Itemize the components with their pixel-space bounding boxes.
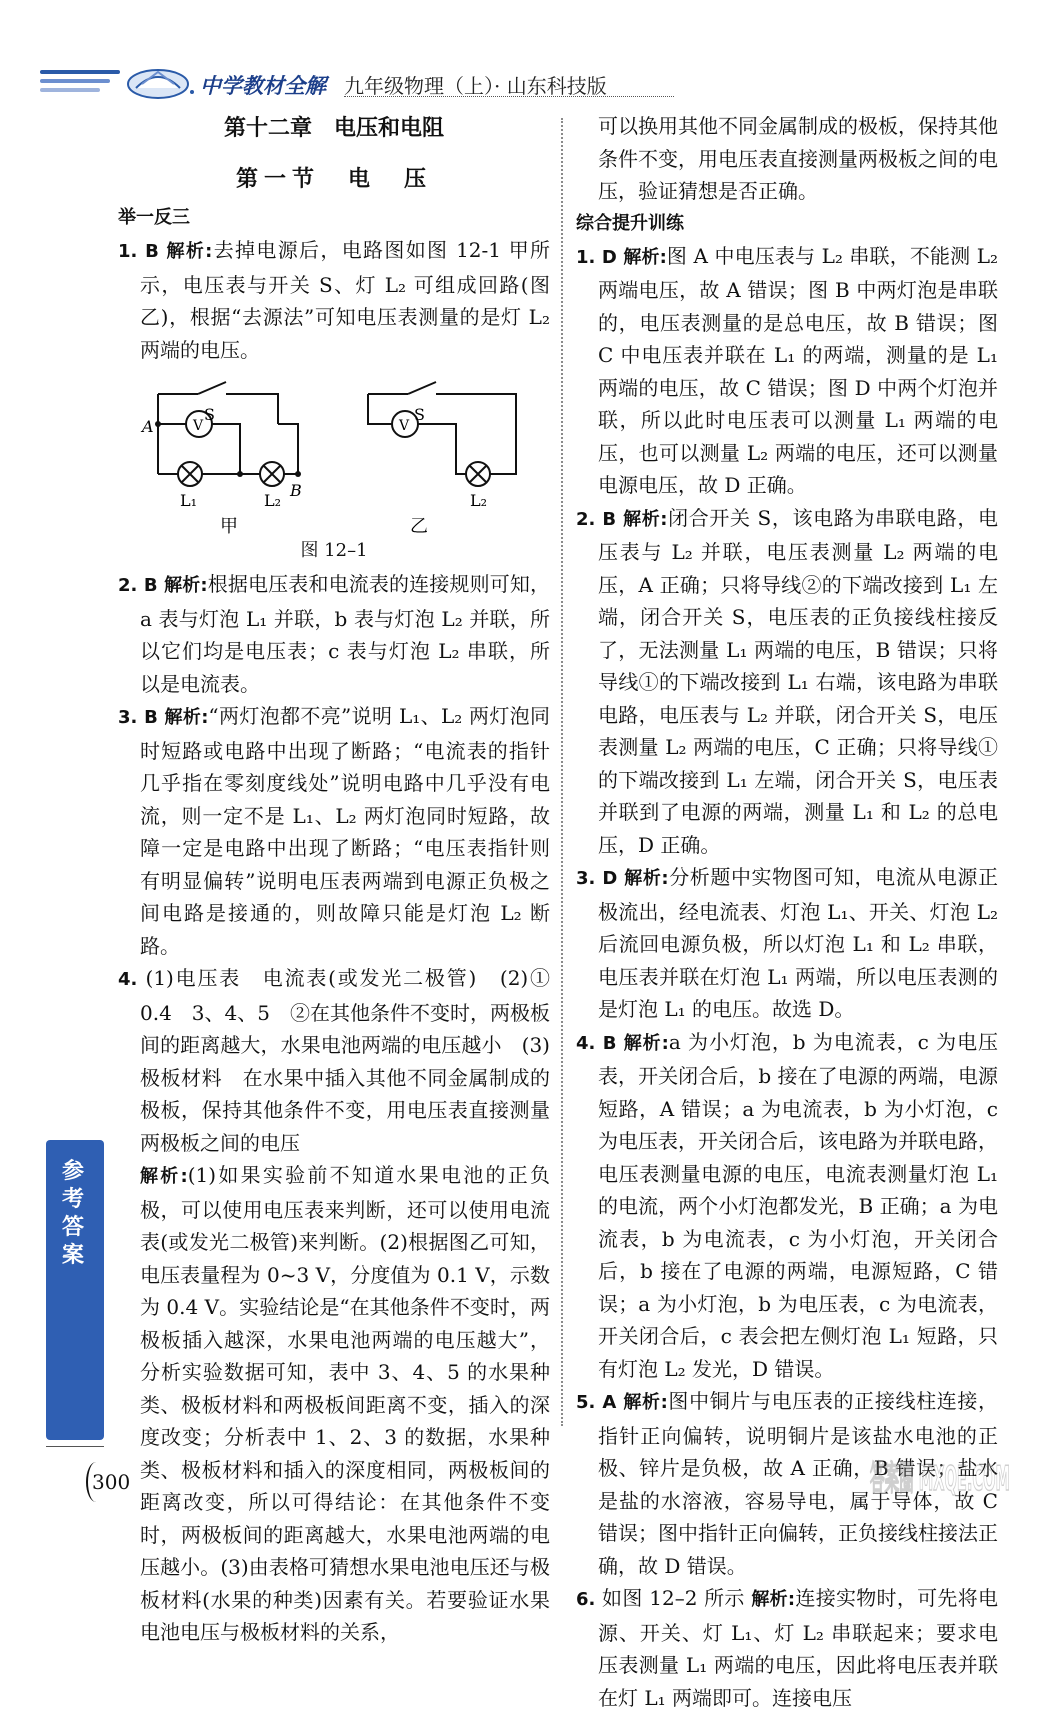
answer-item-3: 3. B 解析:“两灯泡都不亮”说明 L₁、L₂ 两灯泡同时短路或电路中出现了断路；“电流表的指针几乎指在零刻度线处”说明电路中几乎没有电流，则一定不是 L₁、L₂ 两灯泡同时短路，故障一定是电路中出现了断路；“电压表指针则有明显偏转”说明电压表两端到电源正负极之间电路是接通的，则故障只能是灯泡 L₂ 断路。	[118, 704, 550, 958]
column-divider	[561, 118, 563, 1426]
answer-item-4-continued: 可以换用其他不同金属制成的极板，保持其他条件不变，用电压表直接测量两极板之间的电压，验证猜想是否正确。	[598, 114, 998, 203]
answer-item-r5: 5. A 解析:图中铜片与电压表的正接线柱连接，指针正向偏转，说明铜片是该盐水电池的正极、锌片是负极，故 A 正确，B 错误；盐水是盐的水溶液，容易导电，属于导体，故 C 错误；图中指针正向偏转，正负接线柱接法正确，故 D 错误。	[576, 1389, 999, 1578]
answer-item-4-analysis: 解析:(1)如果实验前不知道水果电池的正负极，可以使用电压表来判断，还可以使用电流表(或发光二极管)来判断。(2)根据图乙可知，电压表量程为 0~3 V，分度值为 0.1 V，示数为 0.4 V。实验结论是“在其他条件不变时，两极板插入越深，水果电池两端的电压越大”，分析实验数据可知，表中 3、4、5 的水果种类、极板材料和两极板间距离不变，插入的深度改变；分析表中 1、2、3 的数据，水果种类、极板材料和插入的深度相同，两极板间的距离改变，所以可得结论：在其他条件不变时，两极板间的距离越大，水果电池两端的电压越小。(3)由表格可猜想水果电池电压还与极板材料(水果的种类)因素有关。若要验证水果电池电压与极板材料的关系，	[140, 1163, 550, 1644]
figure-label-jia: 甲	[220, 516, 238, 534]
side-tab-answers	[46, 1140, 104, 1440]
page-number: 300	[92, 1470, 131, 1494]
left-column	[118, 110, 550, 1649]
lamp-label-l1: L₁	[180, 491, 198, 510]
circuit-diagram	[118, 374, 550, 534]
figure-label-yi: 乙	[410, 516, 428, 534]
svg-text:答案圈 MXQE.COM: 答案圈 MXQE.COM	[870, 1459, 1010, 1499]
answer-item-1: 1. B 解析:去掉电源后，电路图如图 12-1 甲所示，电压表与开关 S、灯 L₂ 可组成回路(图乙)，根据“去源法”可知电压表测量的是灯 L₂ 两端的电压。	[118, 238, 551, 362]
book-title: 九年级物理（上）· 山东科技版	[344, 74, 607, 98]
header-rule	[344, 96, 674, 97]
voltmeter-label-b: V	[399, 418, 410, 434]
circuit-figure-12-1	[118, 374, 550, 534]
side-rule	[46, 1446, 104, 1447]
side-tab-label: 参考答案	[62, 1159, 85, 1268]
section-title: 第一节 电 压	[235, 166, 432, 192]
running-header	[40, 62, 640, 102]
answer-item-r6: 6. 如图 12–2 所示 解析:连接实物时，可先将电源、开关、灯 L₁、灯 L₂ 串联起来；要求电压表测量 L₁ 两端的电压，因此将电压表并联在灯 L₁ 两端即可。连接电压	[576, 1586, 999, 1710]
subhead-comprehensive: 综合提升训练	[576, 212, 684, 234]
node-label-a: A	[142, 417, 154, 436]
switch-label-b: S	[414, 405, 425, 424]
answer-item-r1: 1. D 解析:图 A 中电压表与 L₂ 串联，不能测 L₂ 两端电压，故 A 错误；图 B 中两灯泡是串联的，电压表测量的是总电压，故 B 错误；图 C 中电压表并联在 L₁ 的两端，测量的是 L₁ 两端的电压，故 C 错误；图 D 中两个灯泡并联，所以此时电压表可以测量 L₁ 两端的电压，也可以测量 L₂ 两端的电压，还可以测量电源电压，故 D 正确。	[576, 243, 999, 497]
series-title: 中学教材全解	[200, 73, 326, 98]
answer-item-2: 2. B 解析:根据电压表和电流表的连接规则可知，a 表与灯泡 L₁ 并联，b 表与灯泡 L₂ 并联，所以它们均是电压表；c 表与灯泡 L₂ 串联，所以是电流表。	[118, 572, 550, 696]
subhead-practice: 举一反三	[118, 207, 190, 228]
header-decoration	[40, 70, 120, 97]
lamp-label-l2-a: L₂	[264, 491, 282, 510]
switch-label-a: S	[204, 405, 215, 424]
chapter-title: 第十二章 电压和电阻	[223, 115, 444, 141]
figure-caption: 图 12–1	[300, 540, 368, 561]
lamp-label-l2-b: L₂	[470, 491, 488, 510]
voltmeter-label-a: V	[193, 418, 204, 434]
node-label-b: B	[290, 481, 302, 500]
answer-item-4: 4. (1)电压表 电流表(或发光二极管) (2)① 0.4 3、4、5 ②在其他条件不变时，两极板间的距离越大，水果电池两端的电压越小 (3)极板材料 在水果中插入其他不同金属制成的极板，保持其他条件不变，用电压表直接测量两极板之间的电压	[118, 966, 551, 1155]
watermark-logo-icon	[860, 1450, 1020, 1530]
book-logo-icon	[122, 62, 208, 102]
answer-item-r4: 4. B 解析:a 为小灯泡，b 为电流表，c 为电压表，开关闭合后，b 接在了电源的两端，电源短路，A 错误；a 为电流表，b 为小灯泡，c 为电压表，开关闭合后，该电路为并联电路，电压表测量电源的电压，电流表测量灯泡 L₁ 的电流，两个小灯泡都发光，B 正确；a 为电流表，b 为电流表，c 为小灯泡，开关闭合后，b 接在了电源的两端，电源短路，C 错误；a 为小灯泡，b 为电压表，c 为电流表，开关闭合后，c 表会把左侧灯泡 L₁ 短路，只有灯泡 L₂ 发光，D 错误。	[576, 1029, 999, 1381]
answer-item-r3: 3. D 解析:分析题中实物图可知，电流从电源正极流出，经电流表、灯泡 L₁、开关、灯泡 L₂ 后流回电源负极，所以灯泡 L₁ 和 L₂ 串联，电压表并联在灯泡 L₁ 两端，所以电压表测的是灯泡 L₁ 的电压。故选 D。	[576, 865, 999, 1021]
answer-item-r2: 2. B 解析:闭合开关 S，该电路为串联电路，电压表与 L₂ 并联，电压表测量 L₂ 两端的电压，A 正确；只将导线②的下端改接到 L₁ 左端，闭合开关 S，电压表的正负接线柱接反了，无法测量 L₁ 两端的电压，B 错误；只将导线①的下端改接到 L₁ 右端，该电路为串联电路，电压表与 L₂ 并联，闭合开关 S，电压表测量 L₂ 两端的电压，C 正确；只将导线①的下端改接到 L₁ 左端，闭合开关 S，电压表并联到了电源的两端，测量 L₁ 和 L₂ 的总电压，D 正确。	[576, 505, 999, 857]
